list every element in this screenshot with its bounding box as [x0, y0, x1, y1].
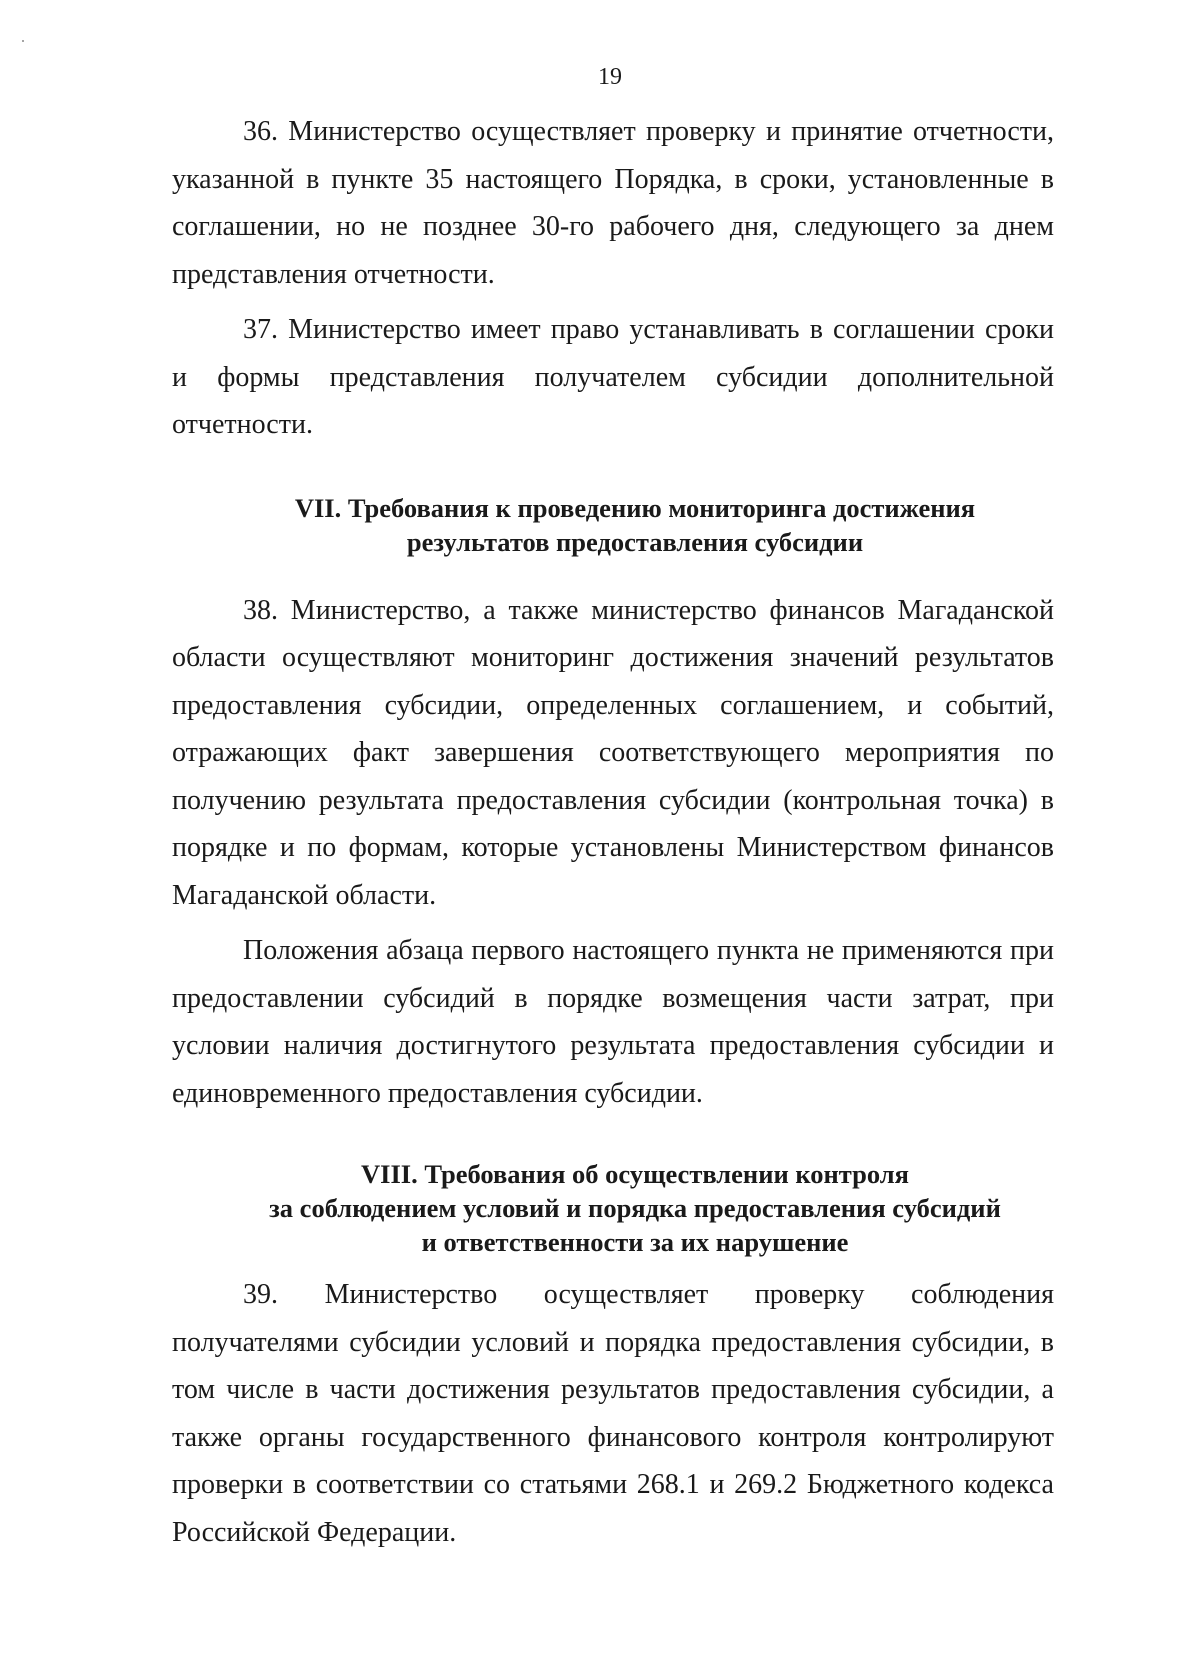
document-body [172, 108, 1054, 1556]
section-8-heading-line: VIII. Требования об осуществлении контроля [361, 1159, 909, 1189]
paragraph-36: 36. Министерство осуществляет проверку и принятие отчетности, указанной в пункте 35 настоящего Порядка, в сроки, установленные в соглашении, но не позднее 30-го рабочего дня, следующего за днем представления отчетности. [172, 116, 1054, 290]
section-7-heading-line: VII. Требования к проведению мониторинга достижения [294, 492, 976, 523]
section-8-heading-line: и ответственности за их нарушение [421, 1227, 849, 1257]
paragraph-38: 38. Министерство, а также министерство финансов Магаданской области осуществляют мониторинг достижения значений результатов предоставления субсидии, определенных соглашением, и событий, отражающих факт завершения соответствующего мероприятия по получению результата предоставления субсидии (контрольная точка) в порядке и по формам, которые установлены Министерством финансов Магаданской области. [172, 594, 1054, 911]
section-8-heading-line: за соблюдением условий и порядка предоставления субсидий [269, 1193, 1001, 1223]
section-7-heading-line: результатов предоставления субсидии [406, 526, 864, 557]
scan-speck [22, 40, 24, 42]
page-number: 19 [598, 64, 622, 90]
section-7-heading [172, 491, 1054, 559]
paragraph-39: 39. Министерство осуществляет проверку соблюдения получателями субсидии условий и порядка предоставления субсидии, в том числе в части достижения результатов предоставления субсидии, а также органы государственного финансового контроля контролируют проверки в соответствии со статьями 268.1 и 269.2 Бюджетного кодекса Российской Федерации. [172, 1279, 1054, 1548]
paragraph-37: 37. Министерство имеет право устанавливать в соглашении сроки и формы представления получателем субсидии дополнительной отчетности. [172, 314, 1054, 440]
section-8-heading [172, 1157, 1054, 1259]
paragraph-38-second: Положения абзаца первого настоящего пункта не применяются при предоставлении субсидий в порядке возмещения части затрат, при условии наличия достигнутого результата предоставления субсидии и единовременного предоставления субсидии. [172, 935, 1054, 1109]
